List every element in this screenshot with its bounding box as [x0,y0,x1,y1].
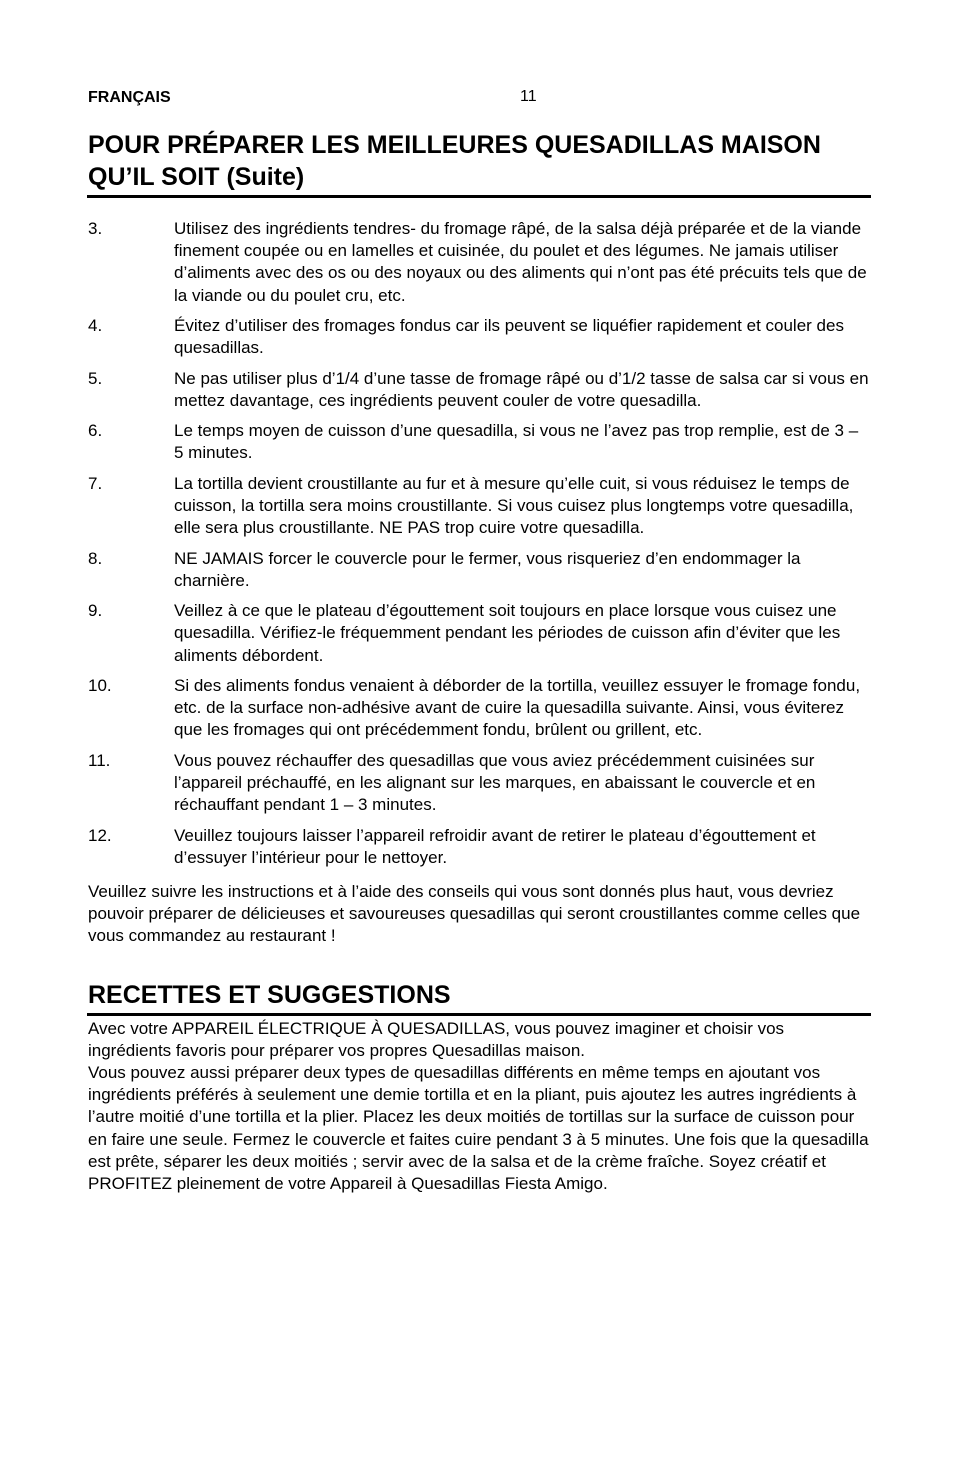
closing-paragraph: Veuillez suivre les instructions et à l’aide des conseils qui vous sont donnés plus haut, vous devriez pouvoir préparer de délicieuses et savoureuses quesadillas qui seront croustillantes comme celles que vous commandez au restaurant ! [88,881,861,946]
list-item [87,218,871,307]
list-item [87,675,871,742]
list-item [87,600,871,667]
tips-list [87,218,871,869]
list-item [87,315,871,359]
list-item-text: Le temps moyen de cuisson d’une quesadilla, si vous ne l’avez pas trop remplie, est de 3 – 5 minutes. [174,421,859,463]
list-item-text: Veuillez toujours laisser l’appareil refroidir avant de retirer le plateau d’égouttement et d’essuyer l’intérieur pour le nettoyer. [174,825,816,867]
list-item-text: NE JAMAIS forcer le couvercle pour le fermer, vous risqueriez d’en endommager la charnière. [174,548,801,590]
list-item-number: 5. [88,368,103,388]
section-title-tips-line1: POUR PRÉPARER LES MEILLEURES QUESADILLAS MAISON [88,131,821,159]
recipes-paragraph-1: Avec votre APPAREIL ÉLECTRIQUE À QUESADILLAS, vous pouvez imaginer et choisir vos ingrédients favoris pour préparer vos propres Quesadillas maison. [88,1018,785,1060]
list-item [87,750,871,817]
list-item-number: 9. [88,601,103,621]
list-item-text: Si des aliments fondus venaient à déborder de la tortilla, veuillez essuyer le fromage fondu, etc. de la surface non-adhésive avant de cuire la quesadilla suivante. Ainsi, vous éviterez que les fromages qui ont précédemment fondu, brûlent ou grillent, etc. [174,675,861,740]
section-title-tips-line2: QU’IL SOIT (Suite) [88,163,305,191]
list-item-number: 3. [88,219,103,238]
list-item [87,825,871,869]
recipes-paragraph-2: Vous pouvez aussi préparer deux types de quesadillas différents en même temps en ajoutant vos ingrédients préférés à seulement une demie tortilla et en la pliant, puis ajoutez les autres ingrédients à l’autre moitié d’une tortilla et la plier. Placez les deux moitiés de tortillas sur la surface de cuisson pour en faire une seule. Fermez le couvercle et faites cuire pendant 3 à 5 minutes. Une fois que la quesadilla est prête, séparer les deux moitiés ; servir avec de la salsa et de la crème fraîche. Soyez créatif et PROFITEZ pleinement de votre Appareil à Quesadillas Fiesta Amigo. [88,1062,869,1193]
list-item [87,368,871,412]
language-label: FRANÇAIS [88,89,171,106]
list-item-number: 4. [88,316,103,335]
list-item [87,420,871,464]
list-item-number: 8. [88,548,103,568]
list-item-number: 11. [88,750,111,770]
document-page [87,86,871,1195]
section-title-tips [87,129,871,198]
list-item-number: 6. [88,421,103,441]
list-item-text: Évitez d’utiliser des fromages fondus car ils peuvent se liquéfier rapidement et couler des quesadillas. [174,316,844,358]
section-title-recipes: RECETTES ET SUGGESTIONS [87,979,871,1016]
list-item-text: Vous pouvez réchauffer des quesadillas que vous aviez précédemment cuisinées sur l’appareil préchauffé, en les alignant sur les marques, en abaissant le couvercle et en réchauffant pendant 1 – 3 minutes. [174,750,816,815]
list-item-number: 10. [88,675,112,695]
list-item-text: Veillez à ce que le plateau d’égouttement soit toujours en place lorsque vous cuisez une quesadilla. Vérifiez-le fréquemment pendant les périodes de cuisson afin d’éviter que les aliments débordent. [174,601,841,665]
page-header [87,86,871,110]
list-item-number: 7. [88,473,103,493]
list-item [87,548,871,592]
list-item-text: Ne pas utiliser plus d’1/4 d’une tasse de fromage râpé ou d’1/2 tasse de salsa car si vous en mettez davantage, ces ingrédients peuvent couler de votre quesadilla. [174,368,869,410]
list-item-number: 12. [88,825,112,845]
list-item-text: La tortilla devient croustillante au fur et à mesure qu’elle cuit, si vous réduisez le temps de cuisson, la tortilla sera moins croustillante. Si vous cuisez plus longtemps votre quesadilla, elle sera plus croustillante. NE PAS trop cuire votre quesadilla. [174,473,854,538]
list-item-text: Utilisez des ingrédients tendres- du fromage râpé, de la salsa déjà préparée et de la viande finement coupée ou en lamelles et cuisinée, du poulet et des légumes. Ne jamais utiliser d’aliments avec des os ou des noyaux ou des aliments qui n’ont pas été précuits tels que de la viande ou du poulet cru, etc. [174,219,867,305]
list-item [87,473,871,540]
page-number: 11 [520,88,537,105]
